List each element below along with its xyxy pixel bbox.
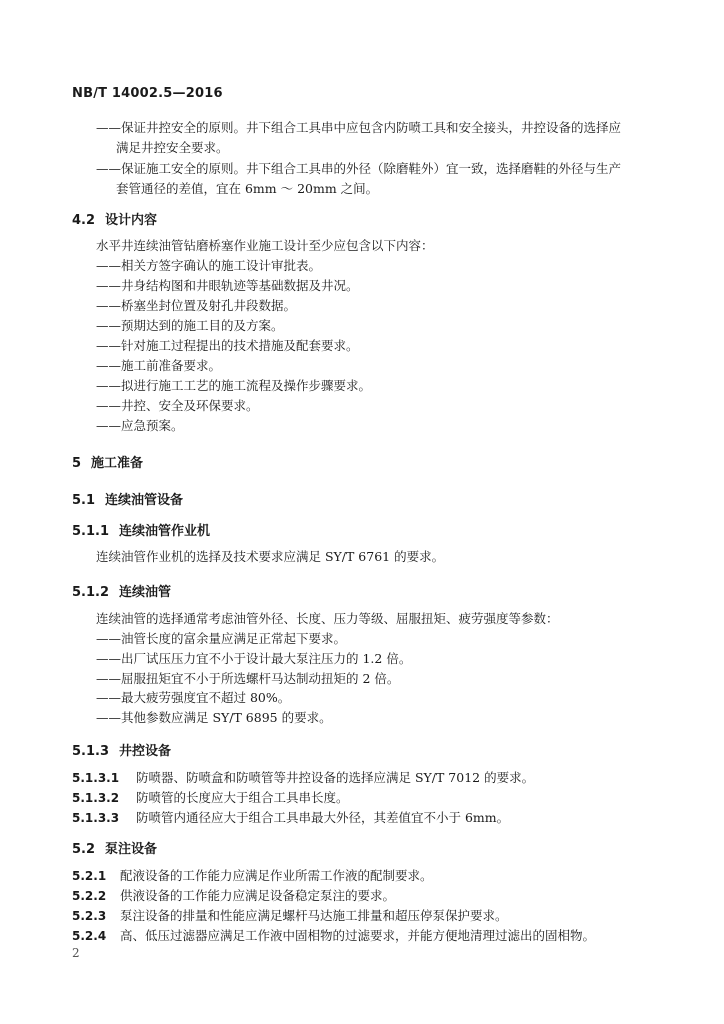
list-item: ——屈服扭矩宜不小于所选螺杆马达制动扭矩的 2 倍。: [96, 671, 400, 686]
section-text: 连续油管作业机的选择及技术要求应满足 SY/T 6761 的要求。: [96, 549, 445, 564]
section-intro: 水平井连续油管钻磨桥塞作业施工设计至少应包含以下内容：: [96, 238, 434, 253]
clause: [72, 788, 349, 806]
clause-number: 5.2.2: [72, 889, 107, 903]
clause-text: 防喷器、防喷盒和防喷管等井控设备的选择应满足 SY/T 7012 的要求。: [136, 770, 535, 785]
section-title: 设计内容: [105, 213, 158, 228]
list-item: ——应急预案。: [96, 418, 184, 433]
list-item: ——相关方签字确认的施工设计审批表。: [96, 258, 322, 273]
section-heading-5-1-3: [72, 740, 171, 759]
list-item: ——出厂试压压力宜不小于设计最大泵注压力的 1.2 倍。: [96, 651, 412, 666]
bullet-continuation: 满足井控安全要求。: [116, 140, 229, 155]
section-title: 施工准备: [91, 456, 144, 471]
section-heading-4-2: [72, 209, 157, 228]
section-number: 5.1.3: [72, 744, 110, 759]
clause-text: 防喷管的长度应大于组合工具串长度。: [136, 790, 349, 805]
section-heading-5-1-2: [72, 581, 171, 600]
section-title: 泵注设备: [105, 842, 158, 857]
section-heading-5-1-1: [72, 520, 210, 539]
clause: [72, 886, 395, 904]
list-item: ——桥塞坐封位置及射孔井段数据。: [96, 298, 297, 313]
section-title: 连续油管设备: [105, 493, 184, 508]
page-number: 2: [72, 946, 80, 960]
clause: [72, 768, 534, 786]
section-title: 连续油管: [119, 585, 172, 600]
clause: [72, 808, 509, 826]
section-title: 连续油管作业机: [119, 524, 211, 539]
clause-number: 5.1.3.1: [72, 771, 120, 785]
list-item: ——施工前准备要求。: [96, 358, 222, 373]
list-item: ——拟进行施工工艺的施工流程及操作步骤要求。: [96, 378, 372, 393]
section-heading-5-2: [72, 838, 157, 857]
clause: [72, 906, 508, 924]
section-number: 5.1.2: [72, 585, 110, 600]
bullet-line: ——保证井控安全的原则。井下组合工具串中应包含内防喷工具和安全接头，井控设备的选择应: [96, 120, 622, 135]
bullet-continuation: 套管通径的差值，宜在 6mm ～ 20mm 之间。: [116, 181, 379, 196]
section-number: 5.1: [72, 493, 96, 508]
section-title: 井控设备: [119, 744, 172, 759]
list-item: ——最大疲劳强度宜不超过 80%。: [96, 690, 291, 705]
list-item: ——井控、安全及环保要求。: [96, 398, 259, 413]
clause-number: 5.2.1: [72, 869, 107, 883]
clause-number: 5.1.3.2: [72, 791, 120, 805]
section-heading-5-1: [72, 489, 183, 508]
list-item: ——油管长度的富余量应满足正常起下要求。: [96, 631, 347, 646]
clause: [72, 866, 433, 884]
section-number: 5.2: [72, 842, 96, 857]
clause-text: 泵注设备的排量和性能应满足螺杆马达施工排量和超压停泵保护要求。: [120, 908, 508, 923]
list-item: ——井身结构图和井眼轨迹等基础数据及井况。: [96, 278, 359, 293]
section-number: 4.2: [72, 213, 96, 228]
standard-number: NB/T 14002.5—2016: [72, 86, 223, 101]
clause-text: 配液设备的工作能力应满足作业所需工作液的配制要求。: [120, 868, 433, 883]
section-number: 5: [72, 456, 82, 471]
list-item: ——针对施工过程提出的技术措施及配套要求。: [96, 338, 359, 353]
section-intro: 连续油管的选择通常考虑油管外径、长度、压力等级、屈服扭矩、疲劳强度等参数：: [96, 611, 559, 626]
clause-number: 5.1.3.3: [72, 811, 120, 825]
clause-number: 5.2.3: [72, 909, 107, 923]
clause-number: 5.2.4: [72, 929, 107, 943]
list-item: ——其他参数应满足 SY/T 6895 的要求。: [96, 710, 332, 725]
bullet-line: ——保证施工安全的原则。井下组合工具串的外径（除磨鞋外）宜一致，选择磨鞋的外径与生产: [96, 161, 622, 176]
section-heading-5: [72, 452, 143, 471]
section-number: 5.1.1: [72, 524, 110, 539]
clause-text: 高、低压过滤器应满足工作液中固相物的过滤要求，并能方便地清理过滤出的固相物。: [120, 928, 596, 943]
clause-text: 防喷管内通径应大于组合工具串最大外径，其差值宜不小于 6mm。: [136, 810, 510, 825]
clause: [72, 926, 595, 944]
list-item: ——预期达到的施工目的及方案。: [96, 318, 284, 333]
clause-text: 供液设备的工作能力应满足设备稳定泵注的要求。: [120, 888, 396, 903]
